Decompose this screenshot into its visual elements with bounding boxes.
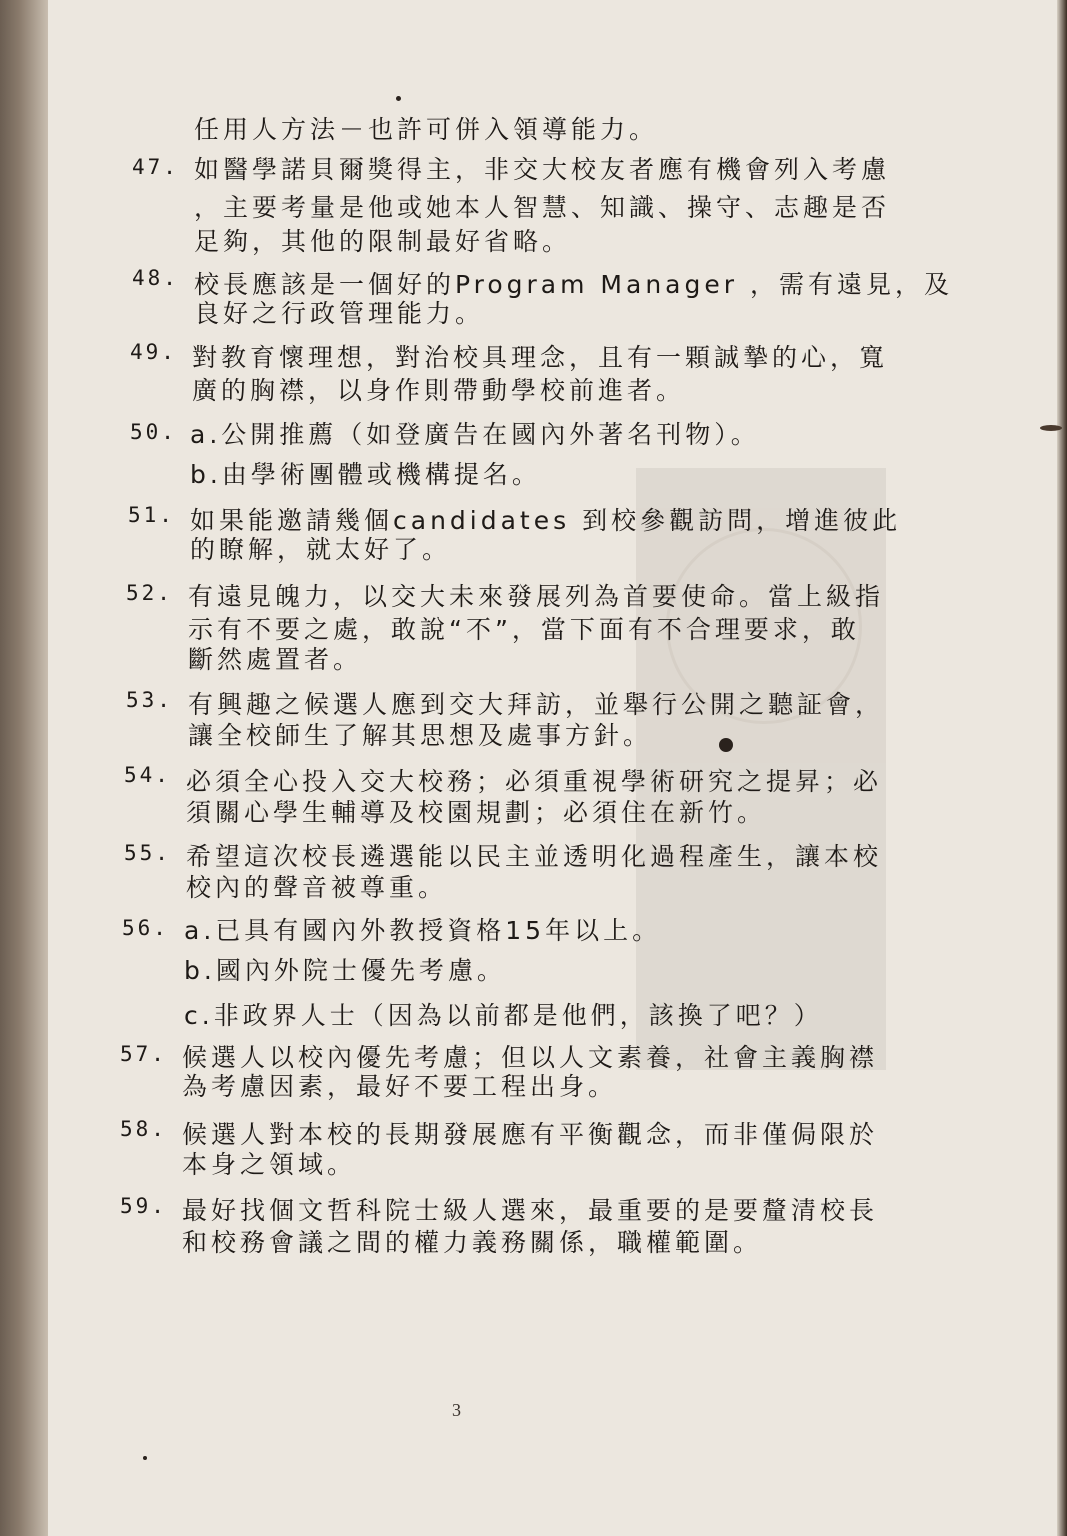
item-text-line: 校內的聲音被尊重。 (186, 873, 448, 902)
item-text-line: 必須全心投入交大校務；必須重視學術研究之提昇；必 (186, 767, 883, 796)
item-number: 56. (122, 916, 169, 940)
item-number: 47. (132, 155, 179, 179)
item-text-line: 最好找個文哲科院士級人選來，最重要的是要釐清校長 (182, 1196, 879, 1225)
item-number: 51. (128, 503, 175, 527)
item-text-line: c.非政界人士（因為以前都是他們，該換了吧？） (184, 1001, 823, 1030)
item-number: 48. (132, 266, 179, 290)
item-text-line: 示有不要之處，敢說“不”，當下面有不合理要求，敢 (188, 615, 860, 644)
item-text-line: 斷然處置者。 (188, 645, 363, 674)
item-text-line: 為考慮因素，最好不要工程出身。 (182, 1072, 618, 1101)
item-text-line: 足夠，其他的限制最好省略。 (194, 227, 572, 256)
item-number: 49. (130, 340, 177, 364)
item-number: 59. (120, 1194, 167, 1218)
item-text-line: b.國內外院士優先考慮。 (184, 956, 506, 985)
item-text-line: 希望這次校長遴選能以民主並透明化過程產生，讓本校 (186, 842, 883, 871)
item-text-line: 候選人對本校的長期發展應有平衡觀念，而非僅侷限於 (182, 1120, 879, 1149)
item-text-line: 讓全校師生了解其思想及處事方針。 (188, 721, 653, 750)
item-number: 50. (130, 420, 177, 444)
item-text-line: ，主要考量是他或她本人智慧、知識、操守、志趣是否 (194, 193, 891, 222)
item-text-line: 候選人以校內優先考慮；但以人文素養，社會主義胸襟 (182, 1043, 879, 1072)
item-text-line: 有遠見魄力，以交大未來發展列為首要使命。當上級指 (188, 582, 885, 611)
intro-line: 任用人方法－也許可併入領導能力。 (194, 115, 659, 144)
item-number: 55. (124, 841, 171, 865)
item-number: 54. (124, 763, 171, 787)
item-text-line: a.已具有國內外教授資格15年以上。 (184, 916, 662, 945)
ink-speck (396, 96, 401, 101)
ink-speck (1040, 425, 1062, 431)
item-text-line: 須關心學生輔導及校園規劃；必須住在新竹。 (186, 798, 767, 827)
item-number: 52. (126, 581, 173, 605)
item-text-line: 對教育懷理想，對治校具理念，且有一顆誠摯的心，寬 (192, 343, 889, 372)
item-text-line: 良好之行政管理能力。 (194, 299, 485, 328)
item-text-line: 有興趣之候選人應到交大拜訪，並舉行公開之聽証會， (188, 690, 885, 719)
item-text-line: 如果能邀請幾個candidates 到校參觀訪問，增進彼此 (190, 506, 902, 535)
item-text-line: b.由學術團體或機構提名。 (190, 460, 541, 489)
ink-speck (143, 1456, 147, 1460)
page-number: 3 (452, 1400, 465, 1420)
item-number: 53. (126, 688, 173, 712)
item-text-line: 和校務會議之間的權力義務關係，職權範圍。 (182, 1228, 763, 1257)
ink-speck (719, 738, 733, 752)
item-text-line: a.公開推薦（如登廣告在國內外著名刊物）。 (190, 420, 760, 449)
item-text-line: 廣的胸襟，以身作則帶動學校前進者。 (192, 376, 686, 405)
item-text-line: 校長應該是一個好的Program Manager ，需有遠見，及 (194, 270, 953, 299)
item-number: 58. (120, 1117, 167, 1141)
item-text-line: 如醫學諾貝爾獎得主，非交大校友者應有機會列入考慮 (194, 155, 891, 184)
item-number: 57. (120, 1042, 167, 1066)
item-text-line: 的瞭解，就太好了。 (190, 535, 452, 564)
item-text-line: 本身之領域。 (182, 1150, 357, 1179)
